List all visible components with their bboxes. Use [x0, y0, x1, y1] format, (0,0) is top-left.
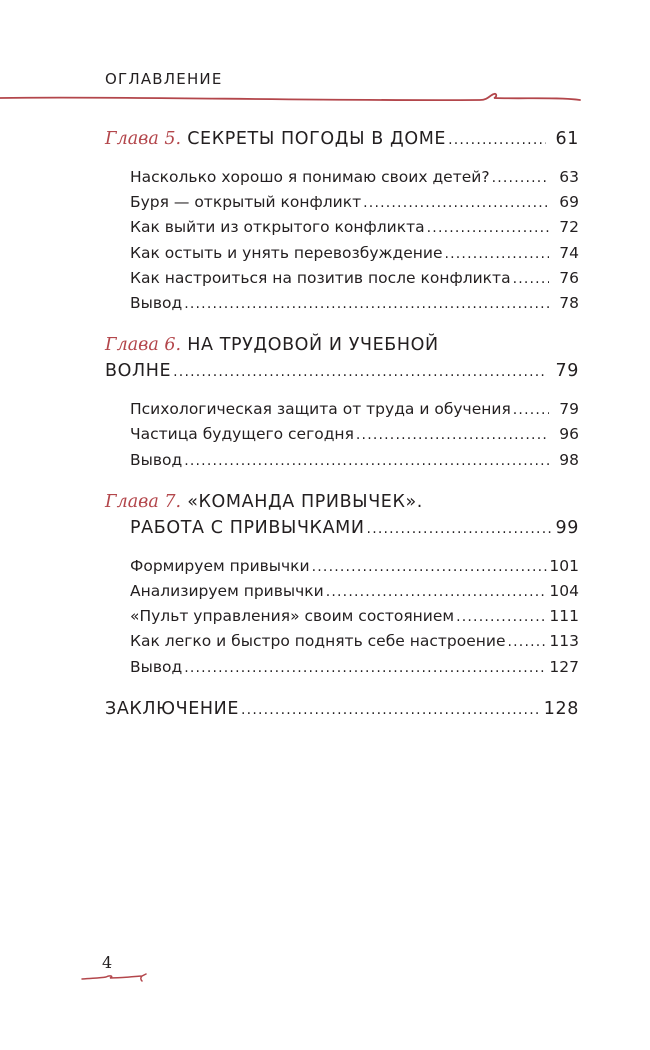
page-ref: 78 [559, 294, 579, 313]
toc-item[interactable] [105, 655, 579, 680]
page-ref: 72 [559, 218, 579, 237]
page-ref: 63 [559, 168, 579, 186]
toc-chapter-5[interactable] [105, 126, 579, 153]
item-label: Формируем привычки [130, 556, 310, 575]
leader-dots [312, 555, 548, 579]
item-label: Как выйти из открытого конфликта [130, 218, 425, 237]
leader-dots [448, 127, 545, 153]
table-of-contents [105, 126, 579, 723]
leader-dots [173, 359, 545, 385]
chapter-title-cont: ВОЛНЕ [105, 361, 172, 382]
page-ref: 127 [549, 657, 579, 676]
item-label: Вывод [130, 450, 183, 469]
toc-item[interactable] [105, 165, 579, 190]
leader-dots [427, 216, 549, 240]
page-ref: 79 [555, 361, 579, 382]
leader-dots [241, 697, 542, 723]
chapter-prefix: Глава 7. [105, 491, 182, 512]
leader-dots [444, 242, 549, 266]
toc-item[interactable] [105, 215, 579, 240]
page-number: 4 [102, 953, 113, 972]
page-ref: 111 [549, 607, 579, 626]
toc-item[interactable] [105, 397, 579, 422]
item-label: Частица будущего сегодня [130, 425, 354, 444]
leader-dots [326, 580, 548, 604]
toc-chapter-6-cont[interactable] [105, 358, 579, 385]
item-label: Вывод [130, 294, 183, 313]
decorative-rule [0, 88, 600, 108]
item-label: Насколько хорошо я понимаю своих детей? [130, 168, 490, 186]
chapter-title: «КОМАНДА ПРИВЫЧЕК». [187, 491, 423, 512]
item-label: Вывод [130, 657, 183, 676]
page-ref: 74 [559, 243, 579, 262]
toc-item[interactable] [105, 629, 579, 654]
leader-dots [184, 656, 547, 680]
item-label: Как настроиться на позитив после конфликта [130, 268, 511, 287]
item-label: «Пульт управления» своим состоянием [130, 607, 455, 626]
decorative-squiggle [80, 972, 150, 984]
chapter-title: НА ТРУДОВОЙ И УЧЕБНОЙ [187, 335, 439, 356]
item-label: Как легко и быстро поднять себе настроение [130, 632, 506, 651]
item-label: Как остыть и унять перевозбуждение [130, 243, 443, 262]
item-label: Анализируем привычки [130, 582, 324, 601]
toc-item[interactable] [105, 554, 579, 579]
toc-item[interactable] [105, 579, 579, 604]
toc-item[interactable] [105, 241, 579, 266]
toc-item[interactable] [105, 190, 579, 215]
leader-dots [184, 292, 549, 316]
page-ref: 104 [549, 582, 579, 601]
chapter-title: СЕКРЕТЫ ПОГОДЫ В ДОМЕ [187, 129, 447, 149]
toc-item[interactable] [105, 604, 579, 629]
toc-chapter-7-cont[interactable] [105, 515, 579, 542]
leader-dots [508, 630, 548, 654]
toc-conclusion[interactable] [105, 696, 579, 723]
page-ref: 113 [549, 632, 579, 651]
chapter-prefix: Глава 5. [105, 129, 182, 149]
section-title: ОГЛАВЛЕНИЕ [105, 70, 223, 88]
page-ref: 96 [559, 425, 579, 444]
toc-item[interactable] [105, 448, 579, 473]
leader-dots [184, 449, 549, 473]
conclusion-label: ЗАКЛЮЧЕНИЕ [105, 698, 240, 719]
leader-dots [356, 423, 549, 447]
toc-item[interactable] [105, 291, 579, 316]
leader-dots [492, 166, 549, 190]
leader-dots [367, 516, 554, 542]
chapter-prefix: Глава 6. [105, 335, 182, 356]
page-ref: 79 [559, 400, 579, 419]
page-ref: 61 [555, 129, 579, 149]
leader-dots [363, 191, 549, 215]
item-label: Психологическая защита от труда и обучения [130, 400, 511, 419]
page-ref: 128 [543, 698, 579, 719]
leader-dots [513, 398, 549, 422]
toc-chapter-6[interactable] [105, 332, 579, 358]
page-ref: 69 [559, 193, 579, 212]
page-ref: 98 [559, 450, 579, 469]
leader-dots [513, 267, 549, 291]
page-ref: 99 [555, 517, 579, 538]
page-ref: 101 [549, 556, 579, 575]
chapter-title-cont: РАБОТА С ПРИВЫЧКАМИ [130, 517, 365, 538]
toc-item[interactable] [105, 422, 579, 447]
leader-dots [456, 605, 547, 629]
page-ref: 76 [559, 268, 579, 287]
toc-item[interactable] [105, 266, 579, 291]
item-label: Буря — открытый конфликт [130, 193, 362, 212]
toc-chapter-7[interactable] [105, 489, 579, 515]
